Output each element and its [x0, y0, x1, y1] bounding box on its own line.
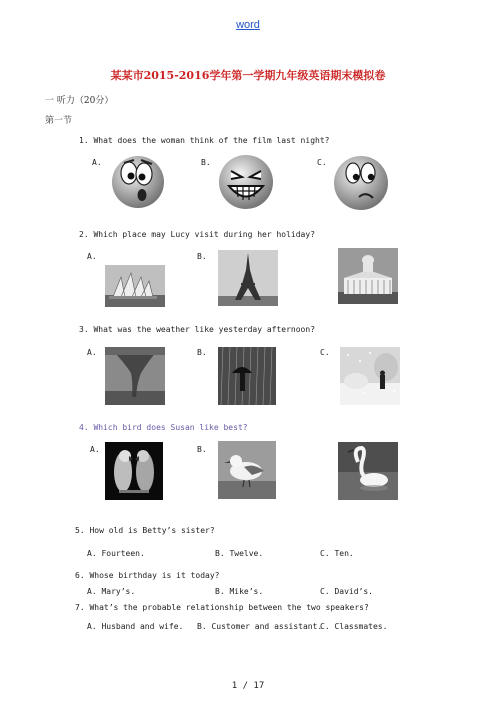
q6-option-c: C. David’s. [320, 587, 373, 596]
header-word-link[interactable]: word [236, 19, 260, 31]
sydney-opera-house-picture [105, 265, 165, 307]
question-6: 6. Whose birthday is it today? [75, 571, 220, 580]
eiffel-tower-picture [218, 250, 278, 306]
q3-option-b: B. [197, 348, 207, 357]
q2-option-b: B. [197, 252, 207, 261]
capitol-building-picture [338, 248, 398, 304]
exam-title: 某某市2015-2016学年第一学期九年级英语期末模拟卷 [110, 69, 386, 82]
q1-option-b: B. [201, 158, 211, 167]
question-1: 1. What does the woman think of the film last night? [79, 136, 330, 145]
swan-picture [338, 442, 398, 500]
q1-option-c: C. [317, 158, 327, 167]
question-3: 3. What was the weather like yesterday afternoon? [79, 325, 316, 334]
q3-option-c: C. [320, 348, 330, 357]
section-heading: 一 听力（20分） [45, 96, 114, 106]
question-7: 7. What’s the probable relationship between the two speakers? [75, 603, 369, 612]
tornado-picture [105, 347, 165, 405]
worried-face-icon [330, 151, 392, 213]
q7-option-b: B. Customer and assistant. [197, 622, 323, 631]
grinning-face-icon [216, 151, 276, 211]
q6-option-a: A. Mary’s. [87, 587, 136, 596]
q7-option-a: A. Husband and wife. [87, 622, 184, 631]
q6-option-b: B. Mike’s. [215, 587, 264, 596]
rain-umbrella-picture [218, 347, 276, 405]
page-number: 1 / 17 [231, 681, 265, 691]
q2-option-a: A. [87, 252, 97, 261]
q5-option-a: A. Fourteen. [87, 549, 145, 558]
q4-option-a: A. [90, 445, 100, 454]
question-4: 4. Which bird does Susan like best? [79, 423, 248, 432]
q5-option-b: B. Twelve. [215, 549, 264, 558]
q7-option-c: C. Classmates. [320, 622, 388, 631]
seagull-picture [218, 441, 276, 499]
parrots-picture [105, 442, 163, 500]
q5-option-c: C. Ten. [320, 549, 354, 558]
question-2: 2. Which place may Lucy visit during her holiday? [79, 230, 316, 239]
q3-option-a: A. [87, 348, 97, 357]
snow-picture [340, 347, 400, 405]
section-part: 第一节 [45, 116, 73, 126]
question-5: 5. How old is Betty’s sister? [75, 526, 215, 535]
q1-option-a: A. [92, 158, 102, 167]
surprised-face-icon [108, 151, 168, 211]
q4-option-b: B. [197, 445, 207, 454]
